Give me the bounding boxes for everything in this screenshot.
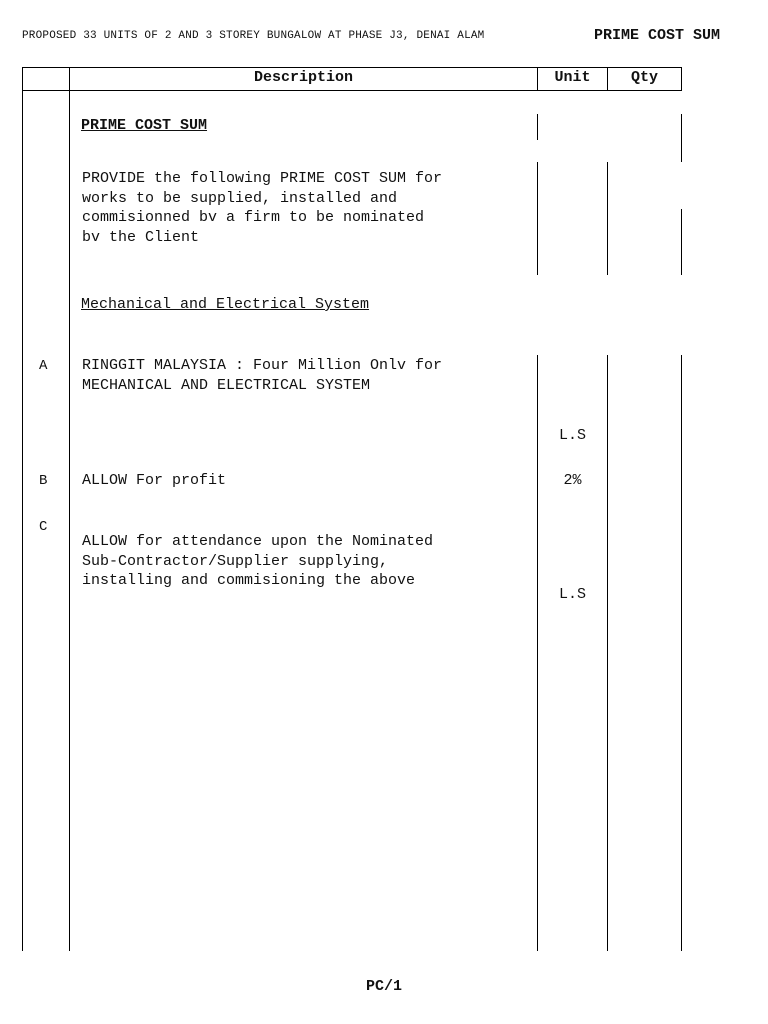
section-title: PRIME COST SUM bbox=[594, 27, 721, 44]
unit-column-rule bbox=[537, 355, 538, 951]
qty-column-rule bbox=[607, 355, 608, 951]
item-c-unit: L.S bbox=[558, 586, 586, 603]
item-b-unit: 2% bbox=[563, 472, 582, 489]
item-ref-a: A bbox=[39, 358, 48, 374]
item-b-description: ALLOW For profit bbox=[82, 472, 227, 489]
unit-column-rule bbox=[537, 114, 538, 140]
column-header-description: Description bbox=[253, 69, 354, 86]
column-header-qty: Qty bbox=[630, 69, 658, 86]
item-ref-b: B bbox=[39, 473, 48, 489]
table-right-rule bbox=[681, 114, 682, 162]
table-top-border bbox=[22, 67, 682, 68]
header-bottom-border bbox=[22, 90, 682, 91]
item-a-unit: L.S bbox=[558, 427, 586, 444]
qty-column-rule bbox=[607, 162, 608, 275]
page-number: PC/1 bbox=[365, 978, 402, 995]
table-right-rule bbox=[681, 209, 682, 275]
ref-column-left-border bbox=[22, 67, 23, 951]
unit-column-rule bbox=[537, 162, 538, 275]
column-header-unit: Unit bbox=[554, 69, 591, 86]
project-title: PROPOSED 33 UNITS OF 2 AND 3 STOREY BUNGALOW AT PHASE J3, DENAI ALAM bbox=[22, 30, 485, 42]
intro-paragraph: PROVIDE the following PRIME COST SUM for works to be supplied, installed and commisionned bv a firm to be nominated bv the Client bbox=[82, 170, 443, 246]
description-column-left-border bbox=[69, 67, 70, 951]
item-ref-c: C bbox=[39, 519, 48, 535]
table-right-rule bbox=[681, 355, 682, 951]
table-right-border bbox=[681, 67, 682, 91]
mechanical-electrical-subheading: Mechanical and Electrical System bbox=[81, 296, 370, 313]
item-a-description: RINGGIT MALAYSIA : Four Million Onlv for MECHANICAL AND ELECTRICAL SYSTEM bbox=[82, 357, 443, 394]
prime-cost-heading: PRIME COST SUM bbox=[81, 117, 208, 134]
item-c-description: ALLOW for attendance upon the Nominated Sub-Contractor/Supplier supplying, installing and commisioning the above bbox=[82, 533, 434, 589]
